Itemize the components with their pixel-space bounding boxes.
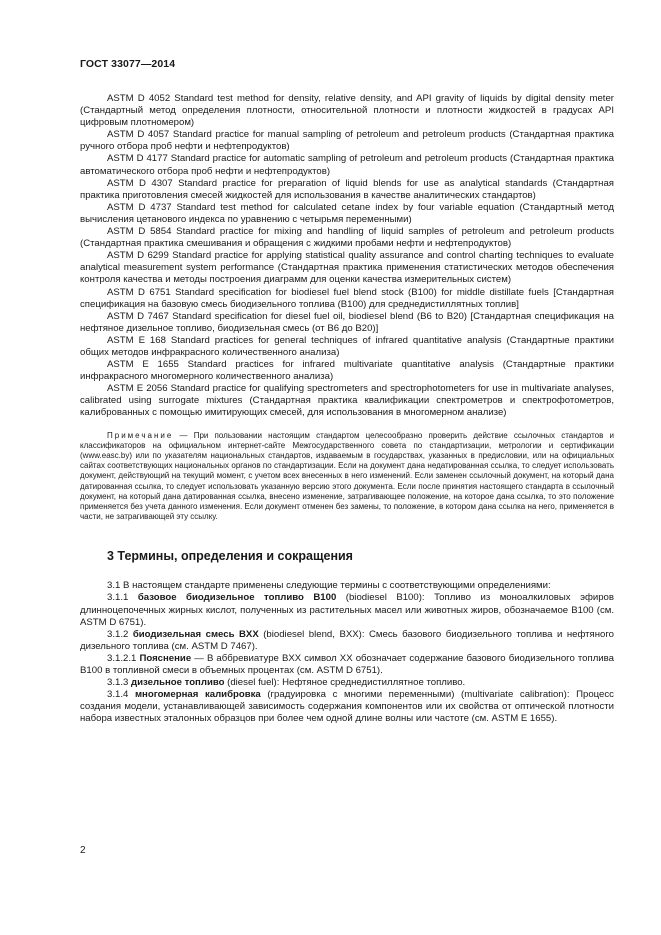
term-definition [80,592,614,628]
term-text: (biodiesel B100): Топливо из моноалкиловых эфиров длинноцепочечных жирных кислот, полученных из растительных масел или животных жиров, обозначаемое B100 (см. ASTM D 6751). [80,592,614,628]
reference-item: ASTM E 168 Standard practices for general techniques of infrared quantitative analysis (Стандартные практики общих методов инфракрасного количественного анализа) [80,334,614,358]
reference-item: ASTM D 4052 Standard test method for density, relative density, and API gravity of liquids by digital density meter (Стандартный метод определения плотности, относительной плотности и плотности жидкостей в градусах API цифровым плотномером) [80,93,614,129]
term-name: биодизельная смесь BXX [132,628,259,640]
section-intro: 3.1 В настоящем стандарте применены следующие термины с соответствующими определениями: [107,580,551,592]
reference-item: ASTM E 1655 Standard practices for infrared multivariate quantitative analysis (Стандартные практики инфракрасного многомерного количественного анализа) [80,359,614,383]
term-number: 3.1.2.1 [107,652,140,664]
reference-item: ASTM D 6751 Standard specification for biodiesel fuel blend stock (B100) for middle distillate fuels [Стандартная спецификация на базовую смесь биодизельного топлива (B100) для среднедистиллятных топлив] [80,286,614,310]
term-text: (biodiesel blend, BXX): Смесь базового биодизельного топлива и нефтяного дизельного топлива (см. ASTM D 7467). [80,628,614,652]
reference-item: ASTM D 4057 Standard practice for manual sampling of petroleum and petroleum products (Стандартная практика ручного отбора проб нефти и нефтепродуктов) [80,129,614,153]
reference-item: ASTM D 7467 Standard specification for diesel fuel oil, biodiesel blend (B6 to B20) [Стандартная спецификация на нефтяное дизельное топливо, биодизельная смесь (от B6 до B20)] [80,310,614,334]
note-dash: — [173,430,194,440]
page-number: 2 [80,845,86,856]
section-title: 3 Термины, определения и сокращения [107,549,353,564]
term-name: Пояснение [139,652,192,664]
reference-list [80,93,614,420]
note-label: Примечание [107,430,174,440]
term-text: (diesel fuel): Нефтяное среднедистиллятное топливо. [224,677,466,689]
term-definition [80,677,614,689]
term-text: (градуировка с многими переменными) (multivariate calibration): Процесс создания модели, устанавливающей зависимость содержания компонентов или их свойства от оптической плотности набора известных эталонных образцов при более чем одной длине волны или частоте (см. ASTM E 1655). [80,689,614,725]
reference-item: ASTM D 5854 Standard practice for mixing and handling of liquid samples of petroleum and petroleum products (Стандартная практика смешивания и обращения с жидкими пробами нефти и нефтепродуктов) [80,226,614,250]
reference-item: ASTM D 4737 Standard test method for calculated cetane index by four variable equation (Стандартный метод вычисления цетанового индекса по уравнению с четырьмя переменными) [80,201,614,225]
term-name: многомерная калибровка [134,689,261,701]
reference-item: ASTM D 4307 Standard practice for preparation of liquid blends for use as analytical standards (Стандартная практика приготовления смесей жидкостей для использования в качестве аналитических стандартов) [80,177,614,201]
document-header: ГОСТ 33077—2014 [80,58,176,70]
term-definition [80,629,614,653]
term-number: 3.1.1 [107,592,138,604]
note-paragraph [80,431,614,523]
term-number: 3.1.3 [107,677,132,689]
term-text: — В аббревиатуре BXX символ XX обозначает содержание базового биодизельного топлива B100 в топливной смеси в объемных процентах (см. ASTM D 6751). [80,652,614,677]
term-name: дизельное топливо [131,677,225,689]
term-number: 3.1.4 [107,689,135,701]
reference-item: ASTM D 6299 Standard practice for applying statistical quality assurance and control charting techniques to evaluate analytical measurement system performance (Стандартная практика применения статистических методов обеспечения контроля качества и методы построения диаграмм для оценки качества измерительных систем) [80,250,614,286]
reference-item: ASTM D 4177 Standard practice for automatic sampling of petroleum and petroleum products (Стандартная практика автоматического отбора проб нефти и нефтепродуктов) [80,153,614,177]
term-definition [80,653,614,677]
term-definition [80,689,614,725]
note-text: При пользовании настоящим стандартом целесообразно проверить действие ссылочных стандартов и классификаторов на официальном интернет-сайте Межгосударственного совета по стандартизации, метрологии и сертификации (www.easc.by) или по указателям национальных стандартов, издаваемым в государствах, указанных в предисловии, или на официальных сайтах соответствующих национальных органов по стандартизации. Если на документ дана недатированная ссылка, то следует использовать документ, действующий на текущий момент, с учетом всех внесенных в него изменений. Если заменен ссылочный документ, на который дана датированная ссылка, то следует использовать указанную версию этого документа. Если после принятия настоящего стандарта в ссылочный документ, на который дана датированная ссылка, внесено изменение, затрагивающее положение, на которое дана ссылка, то это положение применяется без учета данного изменения. Если документ отменен без замены, то положение, в котором дана ссылка на него, применяется в части, не затрагивающей эту ссылку. [80,430,614,522]
term-name: базовое биодизельное топливо B100 [137,592,337,604]
reference-item: ASTM E 2056 Standard practice for qualifying spectrometers and spectrophotometers for use in multivariate analyses, calibrated using surrogate mixtures (Стандартная практика квалификации спектрометров и спектрофотометров, калиброванных с помощью имитирующих смесей, для использования в многомерном анализе) [80,383,614,419]
term-number: 3.1.2 [107,628,133,640]
page-content [80,93,614,725]
